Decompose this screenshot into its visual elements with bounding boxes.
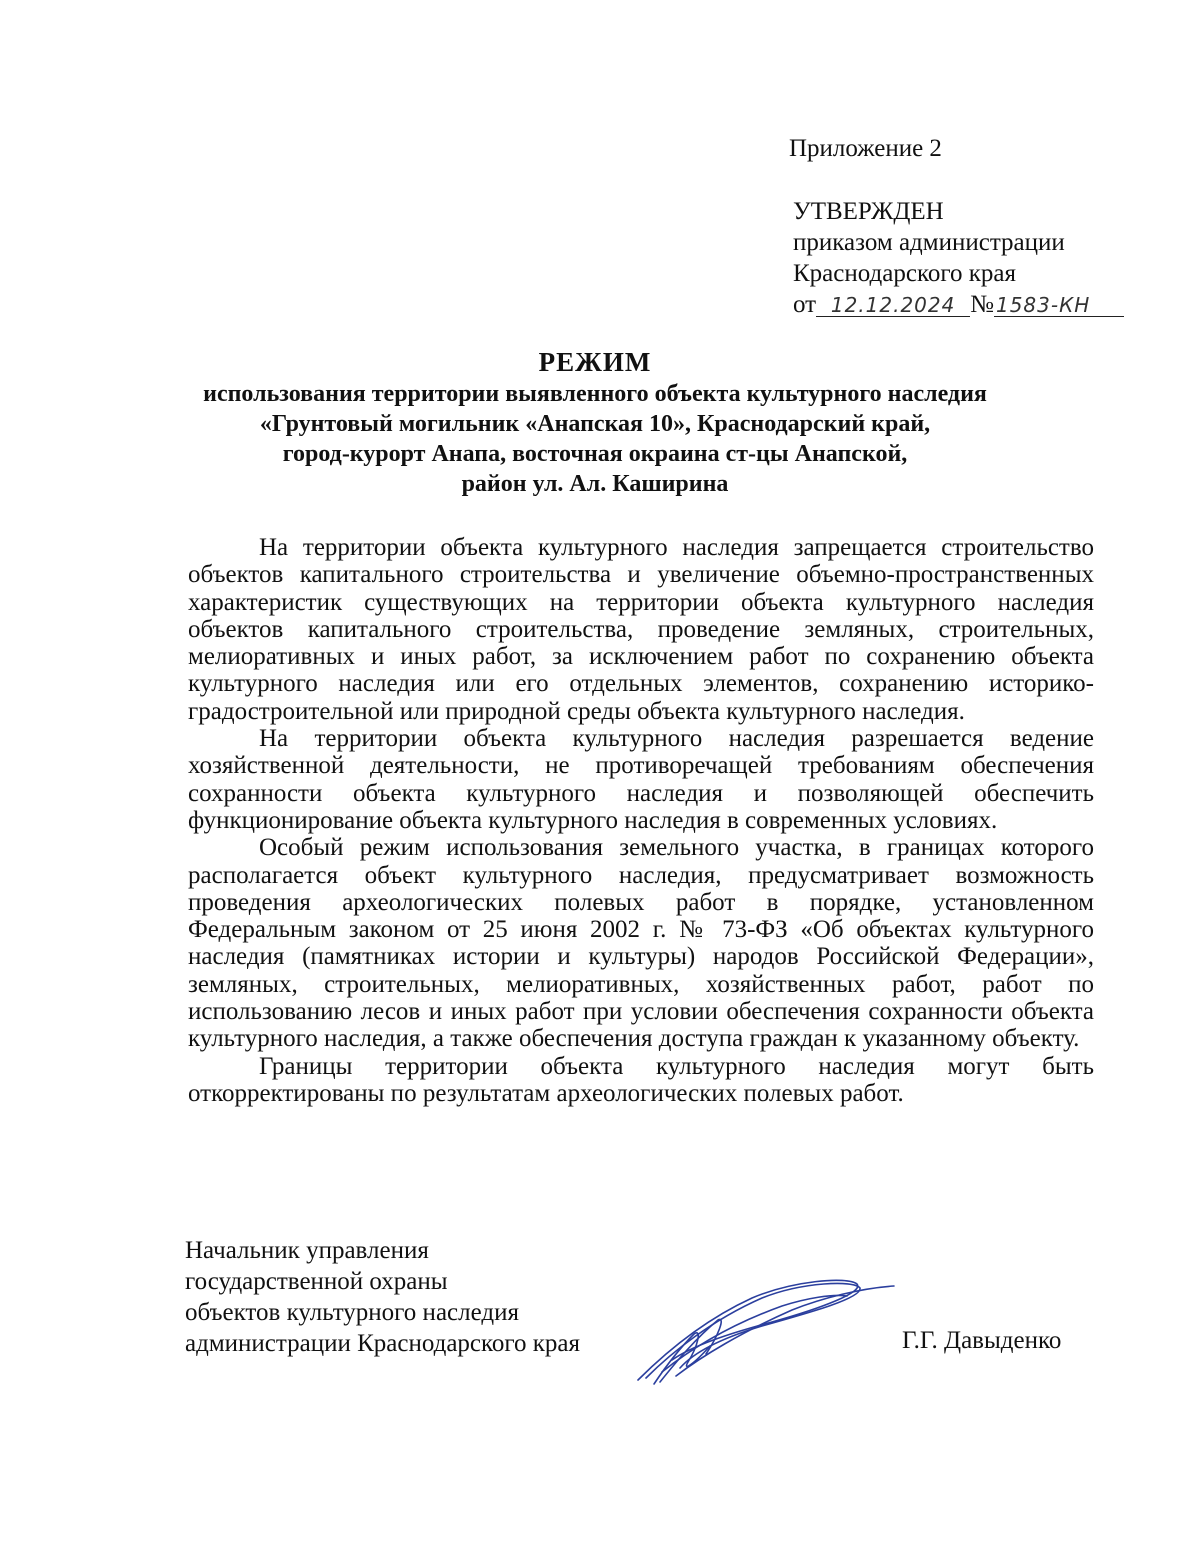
document-title-block — [150, 345, 1040, 499]
document-title: РЕЖИМ — [538, 347, 652, 377]
position-line: объектов культурного наследия — [185, 1299, 519, 1326]
date-prefix: от — [793, 291, 817, 318]
body-paragraph: Границы территории объекта культурного наследия могут быть откорректированы по результатам археологических полевых работ. — [188, 1052, 1094, 1107]
signatory-position — [185, 1235, 580, 1359]
document-body — [188, 534, 1094, 1107]
appendix-label: Приложение 2 — [789, 135, 942, 162]
signatory-name: Г.Г. Давыденко — [902, 1327, 1062, 1354]
subtitle-line: район ул. Ал. Каширина — [461, 471, 729, 497]
body-paragraph: На территории объекта культурного наследия запрещается строительство объектов капитального строительства и увеличение объемно-пространственных характеристик существующих на территории объекта культурного наследия объектов капитального строительства, проведение земляных, строительных, мелиоративных и иных работ, за исключением работ по сохранению объекта культурного наследия или его отдельных элементов, сохранению историко-градостроительной или природной среды объекта культурного наследия. — [188, 534, 1094, 725]
position-line: государственной охраны — [185, 1268, 448, 1295]
order-date: 12.12.2024 — [816, 294, 970, 317]
subtitle-line: город-курорт Анапа, восточная окраина ст-цы Анапской, — [282, 441, 908, 467]
subtitle-line: «Грунтовый могильник «Анапская 10», Краснодарский край, — [259, 411, 931, 437]
position-line: администрации Краснодарского края — [185, 1330, 581, 1357]
approved-by-line-2: Краснодарского края — [793, 260, 1016, 287]
approved-by-line-1: приказом администрации — [793, 229, 1065, 256]
approved-label: УТВЕРЖДЕН — [793, 198, 944, 225]
position-line: Начальник управления — [185, 1237, 429, 1264]
body-paragraph: На территории объекта культурного наследия разрешается ведение хозяйственной деятельности, не противоречащей требованиям обеспечения сохранности объекта культурного наследия и позволяющей обеспечить функционирование объекта культурного наследия в современных условиях. — [188, 725, 1094, 834]
body-paragraph: Особый режим использования земельного участка, в границах которого располагается объект культурного наследия, предусматривает возможность проведения археологических полевых работ в порядке, установленном Федеральным законом от 25 июня 2002 г. № 73-ФЗ «Об объектах культурного наследия (памятниках истории и культуры) народов Российской Федерации», земляных, строительных, мелиоративных, хозяйственных работ, работ по использованию лесов и иных работ при условии обеспечения сохранности объекта культурного наследия, а также обеспечения доступа граждан к указанному объекту. — [188, 834, 1094, 1053]
subtitle-line: использования территории выявленного объекта культурного наследия — [203, 381, 987, 407]
approval-stamp — [793, 196, 1124, 320]
order-number: 1583-КН — [994, 294, 1124, 317]
order-date-number-row — [793, 289, 1124, 320]
number-sign: № — [970, 291, 994, 318]
handwritten-signature — [632, 1276, 902, 1386]
